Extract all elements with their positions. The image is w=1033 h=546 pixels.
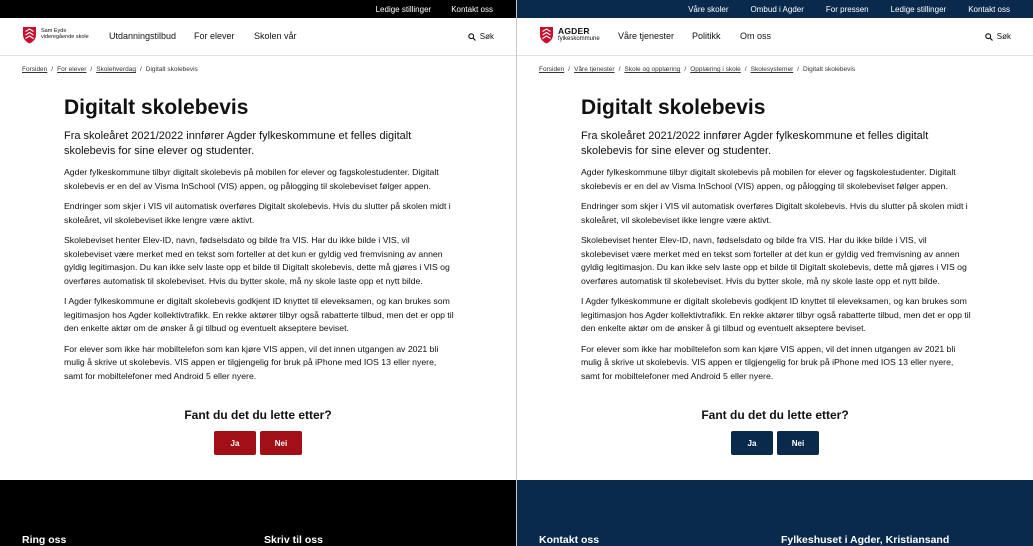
nav-skolen-var[interactable]: Skolen vår <box>254 31 297 41</box>
feedback-yes-button[interactable]: Ja <box>214 431 256 455</box>
feedback-section <box>517 408 1033 455</box>
right-page <box>517 0 1033 546</box>
logo-line-1: Sam Eyde <box>41 28 67 35</box>
topbar-link-kontakt-oss[interactable]: Kontakt oss <box>968 4 1010 14</box>
topbar-link-vare-skoler[interactable]: Våre skoler <box>688 4 729 14</box>
article <box>581 95 973 390</box>
site-footer <box>0 480 516 546</box>
breadcrumb-link-forsiden[interactable]: Forsiden <box>22 66 48 73</box>
site-logo[interactable] <box>22 26 89 44</box>
search-label: Søk <box>996 32 1011 41</box>
utility-bar <box>0 0 516 18</box>
lead-paragraph: Fra skoleåret 2021/2022 innfører Agder fylkeskommune et felles digitalt skolebevis for sine elever og studenter. <box>64 130 412 157</box>
body-paragraph: Agder fylkeskommune tilbyr digitalt skolebevis på mobilen for elever og fagskolestudenter. Digitalt skolebevis er en del av Visma InSchool (VIS) appen, og pålogging til skolebeviset følger appen. <box>64 167 439 191</box>
breadcrumb-link-skolesystemer[interactable]: Skolesystemer <box>750 66 794 73</box>
nav-for-elever[interactable]: For elever <box>194 31 235 41</box>
topbar-link-ledige-stillinger[interactable]: Ledige stillinger <box>375 4 432 14</box>
feedback-question: Fant du det du lette etter? <box>701 408 849 422</box>
site-header <box>517 18 1033 56</box>
body-paragraph: Agder fylkeskommune tilbyr digitalt skolebevis på mobilen for elever og fagskolestudenter. Digitalt skolebevis er en del av Visma InSchool (VIS) appen, og pålogging til skolebeviset følger appen. <box>581 167 956 191</box>
feedback-no-button[interactable]: Nei <box>777 431 819 455</box>
feedback-yes-button[interactable]: Ja <box>731 431 773 455</box>
footer-heading-ring-oss: Ring oss <box>22 534 67 546</box>
page-title: Digitalt skolebevis <box>64 96 249 119</box>
breadcrumb: Forsiden / Våre tjenester / Skole og opplæring / Opplæring i skole / Skolesystemer / Digitalt skolebevis <box>539 66 856 73</box>
site-logo[interactable] <box>539 26 600 44</box>
feedback-question: Fant du det du lette etter? <box>184 408 332 422</box>
topbar-link-kontakt-oss[interactable]: Kontakt oss <box>451 4 493 14</box>
logo-line-2: fylkeskommune <box>558 36 600 43</box>
breadcrumb: Forsiden / For elever / Skolehverdag / Digitalt skolebevis <box>22 66 198 73</box>
breadcrumb-link-opplaering-i-skole[interactable]: Opplæring i skole <box>690 66 741 73</box>
footer-heading-skriv-til-oss: Skriv til oss <box>264 534 323 546</box>
body-paragraph: I Agder fylkeskommune er digitalt skolebevis godkjent ID knyttet til eleveksamen, og kan brukes som legitimasjon hos Agder kollektivtrafikk. En rekke aktører tilbyr også rabatterte tilbud, men det er opp til den enkelte aktør om de ønsker å gi tilbud og eventuelt akseptere beviset. <box>581 296 971 333</box>
topbar-link-ledige-stillinger[interactable]: Ledige stillinger <box>890 4 947 14</box>
body-paragraph: Endringer som skjer i VIS vil automatisk overføres Digitalt skolebevis. Hvis du slutter på skolen midt i skoleåret, vil skolebeviset ikke lengre være aktivt. <box>64 201 451 225</box>
topbar-link-ombud-i-agder[interactable]: Ombud i Agder <box>750 4 804 14</box>
topbar-link-for-pressen[interactable]: For pressen <box>825 4 869 14</box>
logo-line-1: AGDER <box>558 26 590 37</box>
site-footer <box>517 480 1033 546</box>
logo-line-2: videregående skole <box>41 34 89 40</box>
breadcrumb-link-skolehverdag[interactable]: Skolehverdag <box>96 66 136 73</box>
breadcrumb-link-for-elever[interactable]: For elever <box>57 66 87 73</box>
search-button[interactable] <box>468 32 494 41</box>
breadcrumb-current: Digitalt skolebevis <box>803 66 856 73</box>
breadcrumb-link-skole-og-opplaering[interactable]: Skole og opplæring <box>624 66 681 73</box>
coat-of-arms-icon <box>539 26 554 44</box>
nav-utdanningstilbud[interactable]: Utdanningstilbud <box>109 31 177 41</box>
footer-heading-fylkeshuset: Fylkeshuset i Agder, Kristiansand <box>781 534 950 546</box>
utility-bar <box>517 0 1033 18</box>
search-label: Søk <box>479 32 494 41</box>
breadcrumb-current: Digitalt skolebevis <box>145 66 198 73</box>
footer-heading-kontakt-oss: Kontakt oss <box>539 534 600 546</box>
search-icon <box>985 33 993 41</box>
nav-vare-tjenester[interactable]: Våre tjenester <box>618 31 675 41</box>
article <box>64 95 456 390</box>
nav-politikk[interactable]: Politikk <box>692 31 721 41</box>
feedback-no-button[interactable]: Nei <box>260 431 302 455</box>
breadcrumb-link-vare-tjenester[interactable]: Våre tjenester <box>574 66 615 73</box>
body-paragraph: I Agder fylkeskommune er digitalt skolebevis godkjent ID knyttet til eleveksamen, og kan brukes som legitimasjon hos Agder kollektivtrafikk. En rekke aktører tilbyr også rabatterte tilbud, men det er opp til den enkelte aktør om de ønsker å gi tilbud og eventuelt akseptere beviset. <box>64 296 454 333</box>
page-title: Digitalt skolebevis <box>581 96 766 119</box>
feedback-section <box>0 408 516 455</box>
body-paragraph: Skolebeviset henter Elev-ID, navn, fødselsdato og bilde fra VIS. Har du ikke bilde i VIS, vil skolebeviset være merket med en tekst som forteller at det kun er gyldig ved fremvisning av annen gyldig legitimasjon. Du kan ikke selv laste opp et bilde til Digitalt skolebevis, dette må gjøres i VIS og overføres automatisk til skolebeviset. Hvis du bytter skole, må ny skole laste opp et nytt bilde. <box>64 235 450 286</box>
lead-paragraph: Fra skoleåret 2021/2022 innfører Agder fylkeskommune et felles digitalt skolebevis for sine elever og studenter. <box>581 130 929 157</box>
breadcrumb-link-forsiden[interactable]: Forsiden <box>539 66 565 73</box>
nav-om-oss[interactable]: Om oss <box>740 31 772 41</box>
body-paragraph: For elever som ikke har mobiltelefon som kan kjøre VIS appen, vil det innen utgangen av 2021 bli mulig å skrive ut skolebevis. VIS appen er tilgjengelig for bruk på iPhone med IOS 13 eller nyere, samt for mobiltelefoner med Android 5 eller nyere. <box>581 343 956 381</box>
body-paragraph: Skolebeviset henter Elev-ID, navn, fødselsdato og bilde fra VIS. Har du ikke bilde i VIS, vil skolebeviset være merket med en tekst som forteller at det kun er gyldig ved fremvisning av annen gyldig legitimasjon. Du kan ikke selv laste opp et bilde til Digitalt skolebevis, dette må gjøres i VIS og overføres automatisk til skolebeviset. Hvis du bytter skole, må ny skole laste opp et nytt bilde. <box>581 235 967 286</box>
site-header <box>0 18 516 56</box>
left-page <box>0 0 516 546</box>
search-icon <box>468 33 476 41</box>
coat-of-arms-icon <box>22 26 37 44</box>
body-paragraph: For elever som ikke har mobiltelefon som kan kjøre VIS appen, vil det innen utgangen av 2021 bli mulig å skrive ut skolebevis. VIS appen er tilgjengelig for bruk på iPhone med IOS 13 eller nyere, samt for mobiltelefoner med Android 5 eller nyere. <box>64 343 439 381</box>
search-button[interactable] <box>985 32 1011 41</box>
body-paragraph: Endringer som skjer i VIS vil automatisk overføres Digitalt skolebevis. Hvis du slutter på skolen midt i skoleåret, vil skolebeviset ikke lengre være aktivt. <box>581 201 968 225</box>
